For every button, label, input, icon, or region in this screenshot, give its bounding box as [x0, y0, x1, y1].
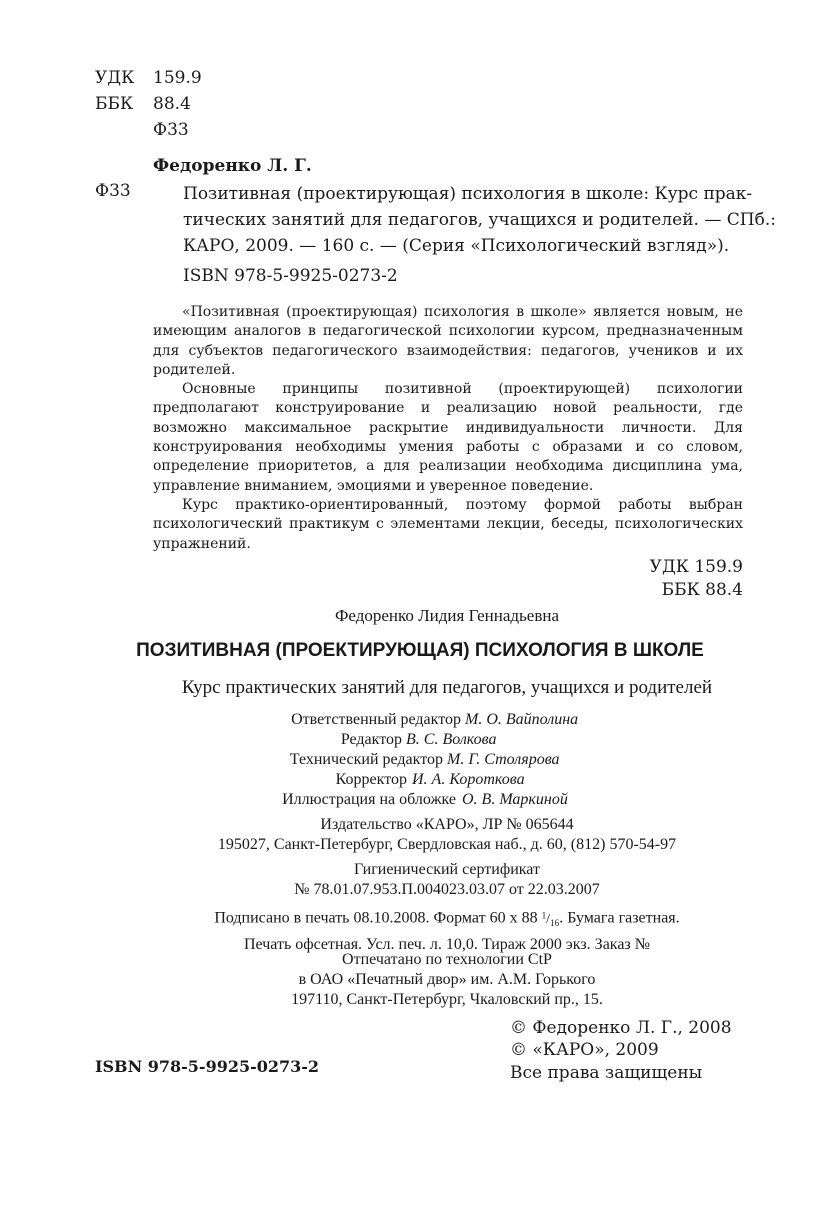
print-line-1	[150, 905, 744, 934]
format-slash: /	[546, 911, 551, 927]
format-denominator: 16	[550, 917, 560, 928]
right-bbk: ББК 88.4	[661, 580, 743, 600]
copyright-publisher: © «КАРО», 2009	[510, 1040, 659, 1060]
footer-isbn: ISBN 978-5-9925-0273-2	[95, 1057, 320, 1076]
credit-name: М. О. Вайполина	[465, 711, 579, 728]
print-line-1-suffix: . Бумага газетная.	[559, 909, 680, 927]
abstract-paragraph: Курс практико-ориентированный, поэтому формой работы выбран психологический практикум с элементами лекции, беседы, психологических упражнений.	[153, 496, 743, 552]
format-numerator: 1	[541, 910, 547, 920]
credit-name: М. Г. Столярова	[447, 751, 560, 768]
certificate-block	[150, 860, 744, 900]
author-full-name	[150, 606, 744, 626]
abstract-paragraph: «Позитивная (проектирующая) психология в школе» является новым, не имеющим аналогов в педагогической психологии курсом, предназначенным для субъектов педагогического взаимодействия: педагогов, учеников и их родителей.	[153, 304, 743, 378]
udk-value: 159.9	[153, 68, 202, 88]
description-line: Позитивная (проектирующая) психология в школе: Курс прак-	[183, 184, 753, 204]
printed-by-block	[150, 950, 744, 1010]
printed-by-line: в ОАО «Печатный двор» им. А.М. Горького	[298, 971, 596, 988]
certificate-title: Гигиенический сертификат	[354, 861, 540, 878]
credit-role: Ответственный редактор	[291, 711, 461, 728]
print-line-1-prefix: Подписано в печать 08.10.2008. Формат 60 х 88	[214, 909, 538, 927]
credit-role: Корректор	[335, 771, 407, 788]
author-heading: Федоренко Л. Г.	[153, 156, 312, 176]
book-title-text: ПОЗИТИВНАЯ (ПРОЕКТИРУЮЩАЯ) ПСИХОЛОГИЯ В ШКОЛЕ	[136, 640, 704, 661]
credit-name: И. А. Короткова	[412, 771, 525, 788]
header-isbn: ISBN 978-5-9925-0273-2	[183, 266, 398, 286]
format-fraction	[541, 910, 560, 928]
author-full-name-text: Федоренко Лидия Геннадьевна	[334, 606, 560, 625]
bbk-label: ББК	[95, 94, 134, 114]
publisher-line: Издательство «КАРО», ЛР № 065644	[320, 816, 574, 833]
rights-reserved: Все права защищены	[510, 1063, 703, 1083]
certificate-number: № 78.01.07.953.П.004023.03.07 от 22.03.2007	[294, 881, 600, 898]
catalog-mark: Ф33	[95, 181, 131, 201]
publisher-address: 195027, Санкт-Петербург, Свердловская наб., д. 60, (812) 570-54-97	[217, 836, 677, 853]
author-mark: Ф33	[153, 120, 189, 140]
description-line: тических занятий для педагогов, учащихся и родителей. — СПб.:	[183, 210, 776, 230]
credit-role: Иллюстрация на обложке	[282, 791, 456, 808]
credit-name: О. В. Маркиной	[462, 791, 568, 808]
copyright-author: © Федоренко Л. Г., 2008	[510, 1018, 732, 1038]
printed-by-line: 197110, Санкт-Петербург, Чкаловский пр., 15.	[291, 991, 603, 1008]
abstract-paragraph: Основные принципы позитивной (проектирующей) психологии предполагают конструирование и реализацию новой реальности, где возможно максимальное раскрытие индивидуальности личности. Для конструирования необходимы умения работы с образами и со словом, определение приоритетов, а для реализации необходима дисциплина ума, управление вниманием, эмоциями и уверенное поведение.	[153, 381, 743, 494]
bbk-value: 88.4	[153, 94, 191, 114]
udk-label: УДК	[95, 68, 135, 88]
bibliographic-description	[183, 181, 776, 259]
right-udk: УДК 159.9	[649, 557, 743, 577]
credit-role: Технический редактор	[289, 751, 443, 768]
print-details	[150, 905, 744, 955]
print-line-2: Печать офсетная. Усл. печ. л. 10,0. Тираж 2000 экз. Заказ №	[243, 935, 651, 953]
publisher-block	[150, 815, 744, 855]
credit-role: Редактор	[340, 731, 402, 748]
credit-name: В. С. Волкова	[406, 731, 497, 748]
book-title	[80, 640, 760, 662]
abstract	[153, 303, 743, 554]
book-subtitle	[150, 677, 744, 699]
printed-by-line: Отпечатано по технологии CtP	[342, 951, 552, 968]
description-line: КАРО, 2009. — 160 с. — (Серия «Психологический взгляд»).	[183, 236, 730, 256]
book-subtitle-text: Курс практических занятий для педагогов, учащихся и родителей	[181, 677, 713, 698]
